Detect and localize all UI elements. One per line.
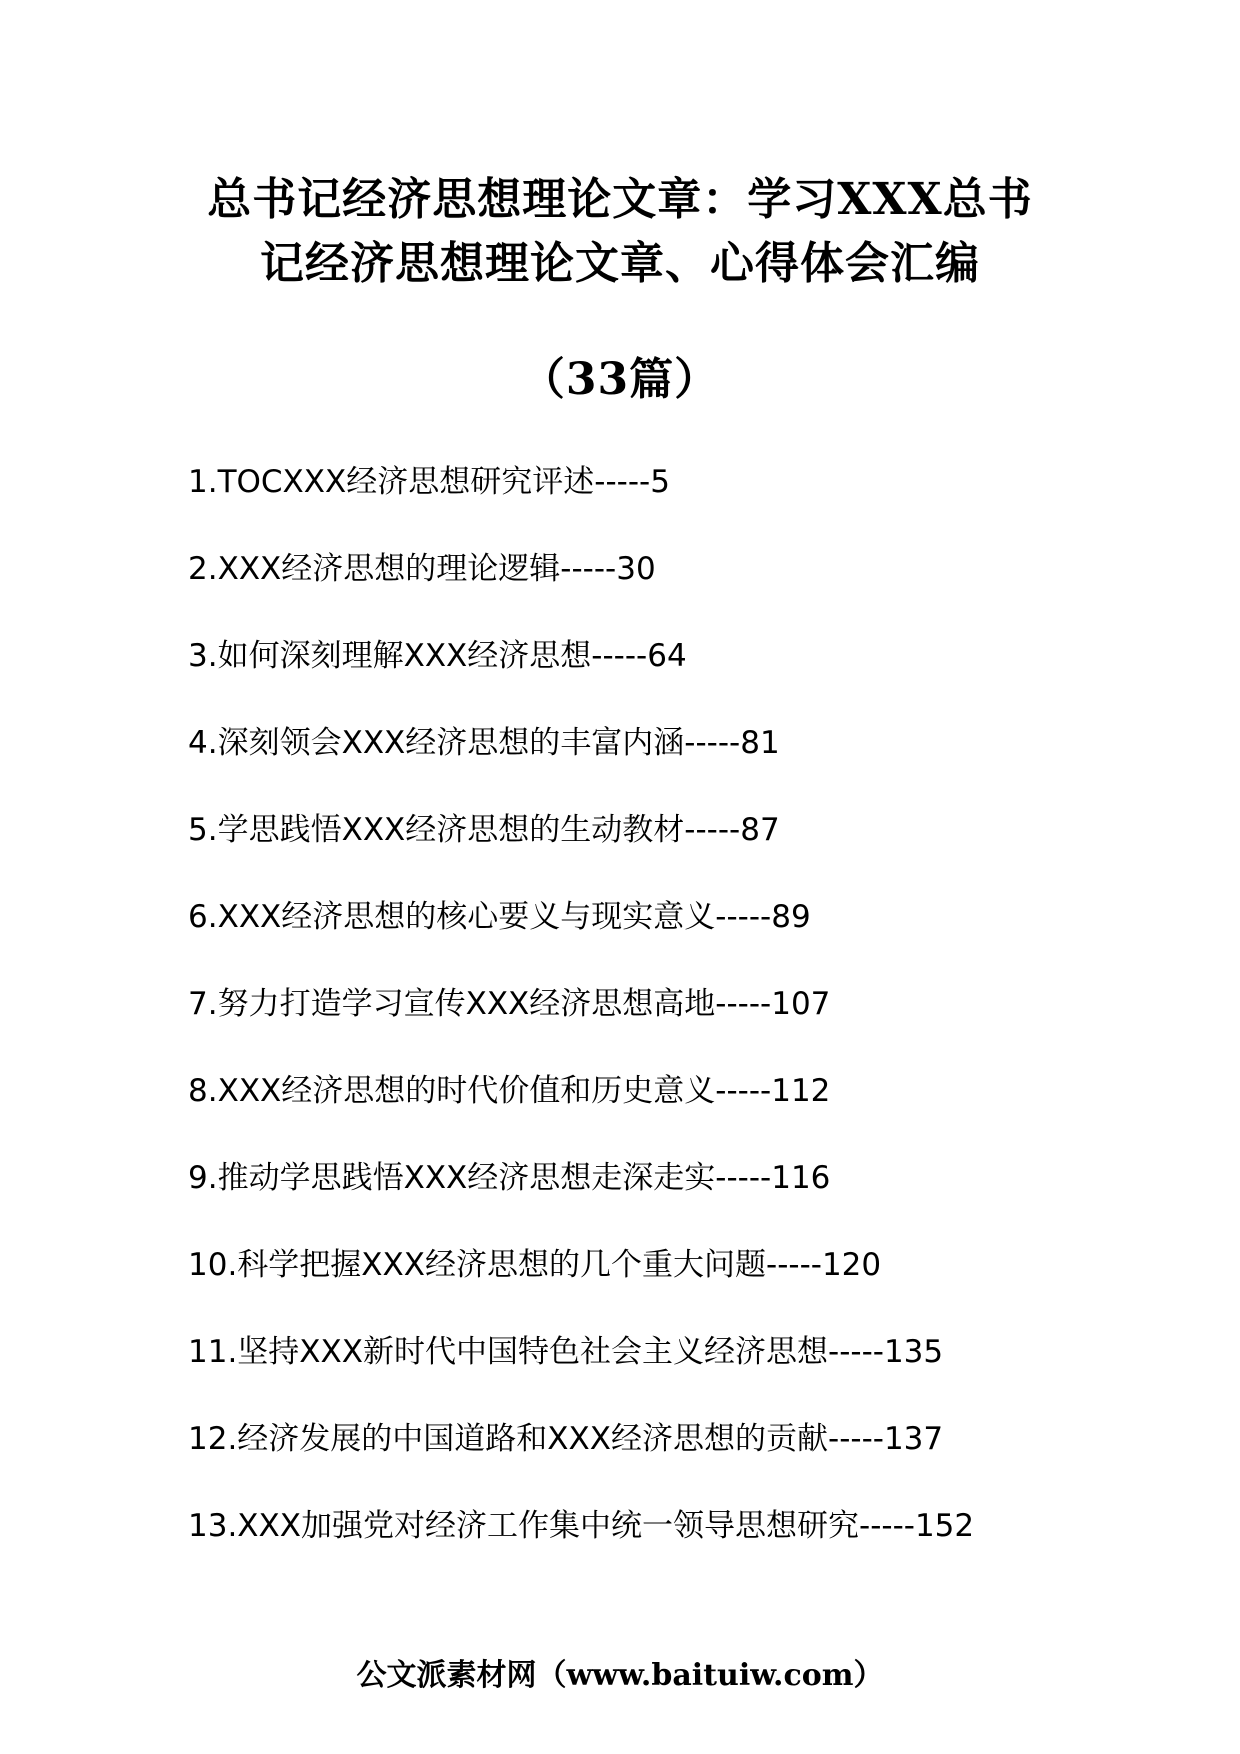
toc-item-9: 9.推动学思践悟XXX经济思想走深走实-----116 [188, 1160, 831, 1196]
toc-item-5: 5.学思践悟XXX经济思想的生动教材-----87 [188, 812, 780, 848]
document-title-line-1: 总书记经济思想理论文章：学习XXX总书 [207, 174, 1033, 225]
page-footer: 公文派素材网（www.baituiw.com） [356, 1658, 884, 1693]
toc-item-10: 10.科学把握XXX经济思想的几个重大问题-----120 [188, 1247, 882, 1283]
document-title-count: （33篇） [520, 354, 720, 405]
toc-item-2: 2.XXX经济思想的理论逻辑-----30 [188, 551, 656, 587]
toc-item-13: 13.XXX加强党对经济工作集中统一领导思想研究-----152 [188, 1508, 975, 1544]
toc-item-11: 11.坚持XXX新时代中国特色社会主义经济思想-----135 [188, 1334, 944, 1370]
toc-item-3: 3.如何深刻理解XXX经济思想-----64 [188, 638, 687, 674]
toc-item-7: 7.努力打造学习宣传XXX经济思想高地-----107 [188, 986, 831, 1022]
table-of-contents [188, 462, 1148, 1593]
toc-item-12: 12.经济发展的中国道路和XXX经济思想的贡献-----137 [188, 1421, 944, 1457]
toc-item-8: 8.XXX经济思想的时代价值和历史意义-----112 [188, 1073, 831, 1109]
document-title-line-2: 记经济思想理论文章、心得体会汇编 [260, 238, 980, 289]
toc-item-1: 1.TOCXXX经济思想研究评述-----5 [188, 464, 670, 500]
toc-item-6: 6.XXX经济思想的核心要义与现实意义-----89 [188, 899, 811, 935]
toc-item-4: 4.深刻领会XXX经济思想的丰富内涵-----81 [188, 725, 780, 761]
